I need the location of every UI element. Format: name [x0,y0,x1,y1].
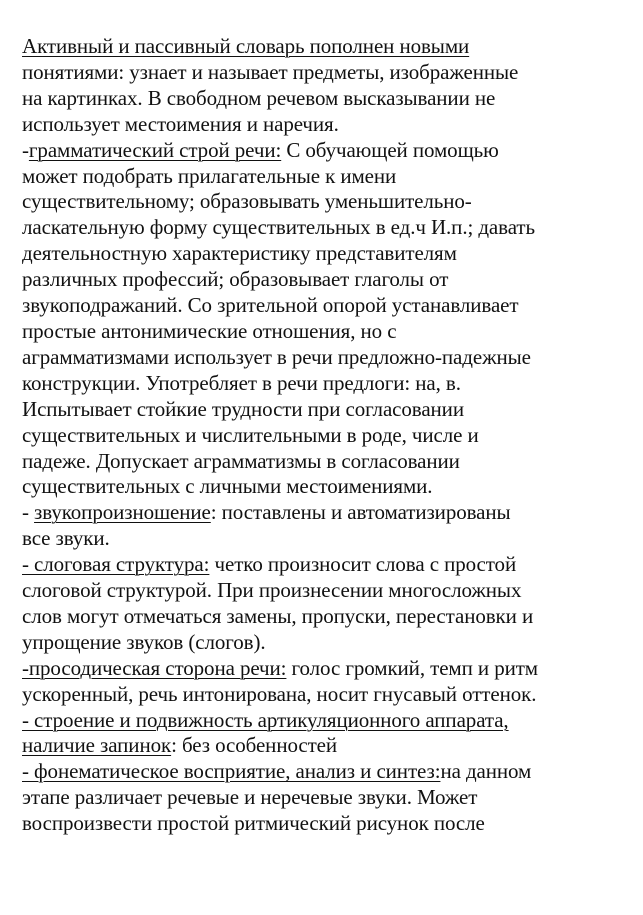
underlined-heading: звукопроизношение [34,500,211,525]
text-line: аграмматизмами использует в речи предложно-падежные [22,344,531,369]
text-line: Активный и пассивный словарь пополнен новыми [22,34,470,58]
underlined-heading: - слоговая структура: [22,552,210,577]
text-line: понятиями: узнает и называет предметы, изображенные [22,59,519,84]
text-line: все звуки. [22,526,110,551]
text-line: падеже. Допускает аграмматизмы в согласовании [22,448,460,473]
text-line: на картинках. В свободном речевом высказывании не [22,85,496,110]
section-prosody-heading: -просодическая сторона речи: голос громкий, темп и ритм [22,655,538,680]
underlined-heading: - строение и подвижность артикуляционного аппарата, [22,707,509,732]
text-line: ускоренный, речь интонирована, носит гнусавый оттенок. [22,681,537,706]
text-line: конструкции. Употребляет в речи предлоги: на, в. [22,370,461,395]
text-line: слов могут отмечаться замены, пропуски, перестановки и [22,603,534,628]
section-grammar-heading: -грамматический строй речи: С обучающей помощью [22,137,499,162]
text-line: Испытывает стойкие трудности при согласовании [22,396,464,421]
text-line: существительных с личными местоимениями. [22,474,433,499]
section-articulation-heading-cont: наличие запинок: без особенностей [22,733,338,758]
text-line: этапе различает речевые и неречевые звуки. Может [22,785,478,810]
underlined-heading: - фонематическое восприятие, анализ и синтез: [22,759,441,784]
section-syllable-heading: - слоговая структура: четко произносит слова с простой [22,552,517,577]
section-phonemic-heading: - фонематическое восприятие, анализ и синтез:на данном [22,759,532,784]
text-line: воспроизвести простой ритмический рисунок после [22,811,485,836]
section-articulation-heading [22,708,634,734]
text-line: существительных и числительными в роде, числе и [22,422,479,447]
text-line: деятельностную характеристику представителям [22,241,457,266]
text-line: использует местоимения и наречия. [22,111,339,136]
underlined-heading: грамматический строй речи: [28,137,282,162]
text-line: существительному; образовывать уменьшительно- [22,189,472,214]
text-line: звукоподражаний. Со зрительной опорой устанавливает [22,293,519,318]
text-line: различных профессий; образовывает глаголы от [22,267,449,292]
text-line: слоговой структурой. При произнесении многосложных [22,578,522,603]
text-line: может подобрать прилагательные к имени [22,163,397,188]
document-body [22,34,634,837]
underlined-heading: -просодическая сторона речи: [22,655,287,680]
text-line: ласкательную форму существительных в ед.ч И.п.; давать [22,215,535,240]
underlined-heading: наличие запинок [22,733,172,758]
text-line: упрощение звуков (слогов). [22,629,266,654]
section-pronunciation-heading: - звукопроизношение: поставлены и автоматизированы [22,500,511,525]
text-line: простые антонимические отношения, но с [22,318,397,343]
